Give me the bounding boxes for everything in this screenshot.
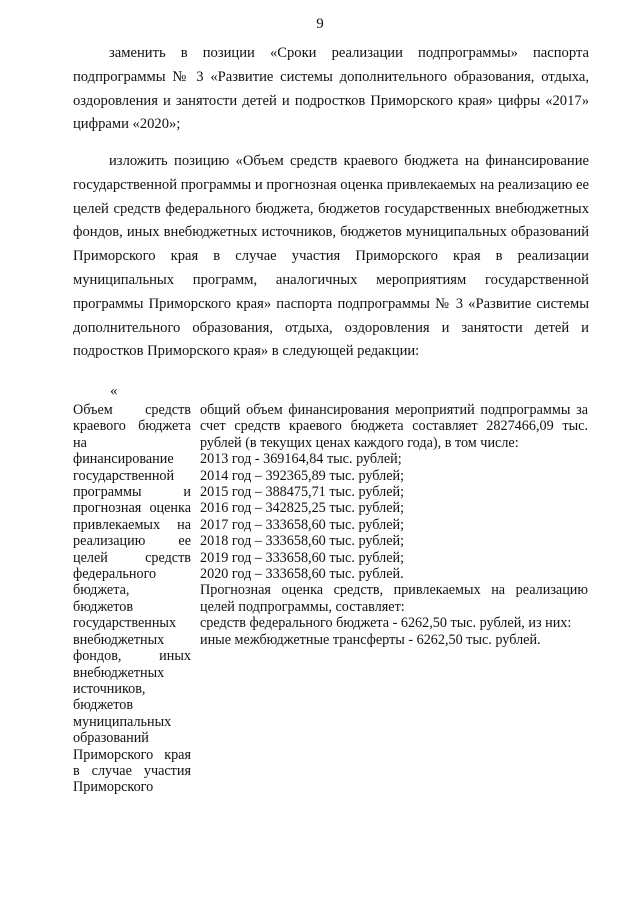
year-line: 2017 год – 333658,60 тыс. рублей; <box>200 516 405 533</box>
paragraph-restate-position: изложить позицию «Объем средств краевого бюджета на финансирование государственной программы и прогнозная оценка привлекаемых на реализацию ее целей средств федерального бюджета, бюджетов государственных внебюджетных фондов, иных внебюджетных источников, бюджетов муниципальных образований Приморского края в случае участия Приморского края в реализации муниципальных программ, аналогичных мероприятиям государственной программы Приморского края» паспорта подпрограммы № 3 «Развитие системы дополнительного образования, отдыха, оздоровления и занятости детей и подростков Приморского края» в следующей редакции: <box>73 153 589 360</box>
page-number: 9 <box>316 16 324 32</box>
year-line: 2015 год – 388475,71 тыс. рублей; <box>200 484 405 501</box>
financing-intro: общий объем финансирования мероприятий подпрограммы за счет средств краевого бюджета составляет 2827466,09 тыс. рублей (в текущих ценах каждого года), в том числе: <box>200 402 588 451</box>
table-right-content <box>200 402 588 648</box>
federal-budget-text: средств федерального бюджета - 6262,50 тыс. рублей, из них: <box>200 615 572 632</box>
transfers-text: иные межбюджетные трансферты - 6262,50 тыс. рублей. <box>200 631 541 648</box>
year-line: 2014 год – 392365,89 тыс. рублей; <box>200 467 405 484</box>
forecast-text: Прогнозная оценка средств, привлекаемых на реализацию целей подпрограммы, составляет: <box>200 582 588 615</box>
year-line: 2013 год - 369164,84 тыс. рублей; <box>200 451 402 468</box>
year-line: 2018 год – 333658,60 тыс. рублей; <box>200 533 405 550</box>
table-left-label: Объем средств краевого бюджета на финансирование государственной программы и прогнозная оценка привлекаемых на реализацию ее целей средств федерального бюджета, бюджетов государственных внебюджетных фондов, иных внебюджетных источников, бюджетов муниципальных образований Приморского края в случае участия Приморского <box>73 402 191 796</box>
paragraph-replace-dates: заменить в позиции «Сроки реализации подпрограммы» паспорта подпрограммы № 3 «Развитие системы дополнительного образования, отдыха, оздоровления и занятости детей и подростков Приморского края» цифры «2017» цифрами «2020»; <box>73 45 589 133</box>
opening-quote: « <box>110 383 118 399</box>
year-line: 2019 год – 333658,60 тыс. рублей; <box>200 549 405 566</box>
year-line: 2016 год – 342825,25 тыс. рублей; <box>200 500 405 517</box>
year-line: 2020 год – 333658,60 тыс. рублей. <box>200 566 404 583</box>
